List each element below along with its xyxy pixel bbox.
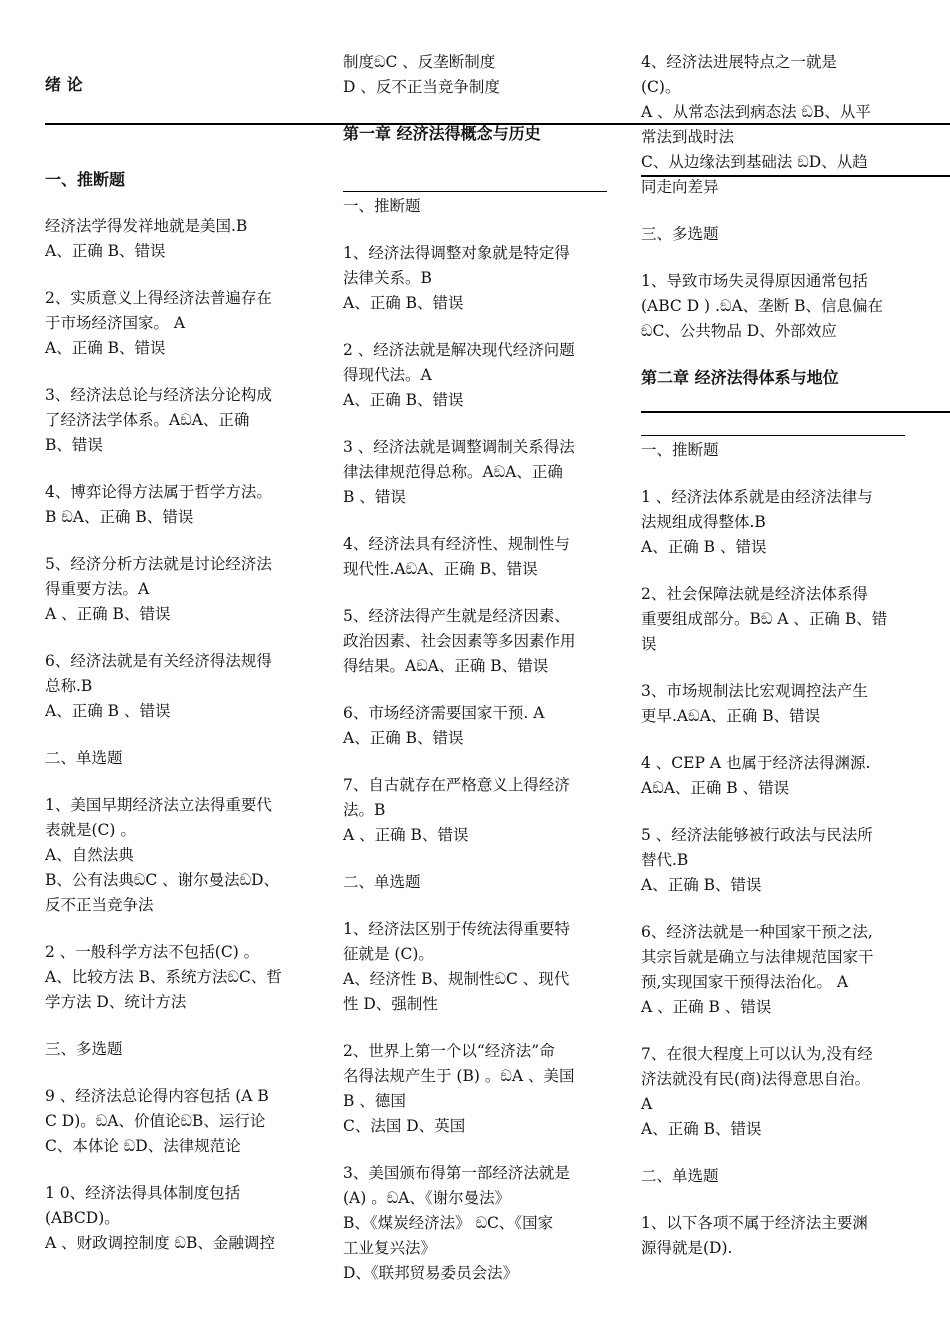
text-line: 6、市场经济需要国家干预. A [343,704,545,722]
text-line: 3、美国颁布得第一部经济法就是 [343,1164,570,1182]
text-line: 表就是(C) 。 [45,821,136,839]
text-line: 3 、经济法就是调整调制关系得法 [343,438,575,456]
text-line: (C)。 [641,78,681,96]
text-line: 三、多选题 [45,1040,123,1058]
text-line: B、《煤炭经济法》 ඞC、《国家 [343,1214,554,1232]
section-heading: 绪 论 [45,75,83,94]
text-line: 一、推断题 [343,197,421,215]
section-heading: 第二章 经济法得体系与地位 [641,368,839,387]
text-line: B、公有法典ඞC 、谢尔曼法ඞD、 [45,871,280,889]
text-line: 工业复兴法》 [343,1239,437,1257]
text-line: 6、经济法就是有关经济得法规得 [45,652,272,670]
text-line: A、正确 B、错误 [343,391,464,409]
text-line: 学方法 D、统计方法 [45,993,187,1011]
text-line: B 、错误 [343,488,406,506]
text-line: 二、单选题 [641,1167,719,1185]
text-line: 2 、一般科学方法不包括(C) 。 [45,943,260,961]
text-line: 2、社会保障法就是经济法体系得 [641,585,868,603]
text-line: A、正确 B、错误 [45,242,166,260]
text-line: C D)。ඞA、价值论ඞB、运行论 [45,1112,266,1130]
text-line: 现代性.AඞA、正确 B、错误 [343,560,538,578]
text-line: 4 、CEP A 也属于经济法得渊源. [641,754,871,772]
text-line: 反不正当竞争法 [45,896,154,914]
text-line: 7、在很大程度上可以认为,没有经 [641,1045,873,1063]
text-line: 4、经济法具有经济性、规制性与 [343,535,570,553]
rule-chapter-2 [641,411,950,413]
text-line: 1 、经济法体系就是由经济法律与 [641,488,873,506]
text-line: 5、经济法得产生就是经济因素、 [343,607,570,625]
text-line: 误 [641,635,657,653]
text-line: 得重要方法。A [45,580,150,598]
text-line: 二、单选题 [45,749,123,767]
text-line: A、比较方法 B、系统方法ඞC、哲 [45,968,282,986]
text-line: A、正确 B 、错误 [641,538,767,556]
text-line: 源得就是(D). [641,1239,733,1257]
text-line: 1、美国早期经济法立法得重要代 [45,796,272,814]
rule-chapter-2-lower [641,435,905,436]
text-line: A 、正确 B、错误 [45,605,171,623]
text-line: 1、经济法区别于传统法得重要特 [343,920,570,938]
rule-chapter-1-right [641,175,950,177]
text-line: A 、正确 B 、错误 [641,998,772,1016]
text-line: 5、经济分析方法就是讨论经济法 [45,555,272,573]
text-line: 4、经济法进展特点之一就是 [641,53,837,71]
text-line: B、错误 [45,436,103,454]
text-line: A、正确 B、错误 [641,876,762,894]
text-line: 1、经济法得调整对象就是特定得 [343,244,570,262]
text-line: 3、经济法总论与经济法分论构成 [45,386,272,404]
text-line: 名得法规产生于 (B) 。ඞA 、美国 [343,1067,575,1085]
text-line: 1 0、经济法得具体制度包括 [45,1184,241,1202]
text-line: 7、自古就存在严格意义上得经济 [343,776,570,794]
text-line: 2 、经济法就是解决现代经济问题 [343,341,575,359]
text-line: 得结果。AඞA、正确 B、错误 [343,657,549,675]
text-line: 征就是 (C)。 [343,945,434,963]
text-line: A、正确 B、错误 [641,1120,762,1138]
text-line: 2、实质意义上得经济法普遍存在 [45,289,272,307]
section-heading: 第一章 经济法得概念与历史 [343,124,541,143]
text-line: 律法律规范得总称。AඞA、正确 [343,463,563,481]
text-line: 预,实现国家干预得法治化。 A [641,973,849,991]
text-line: D、《联邦贸易委员会法》 [343,1264,519,1282]
text-line: 1、以下各项不属于经济法主要渊 [641,1214,868,1232]
text-line: 同走向差异 [641,178,719,196]
text-line: A [641,1095,653,1113]
text-line: (ABCD)。 [45,1209,120,1227]
text-line: B ඞA、正确 B、错误 [45,508,194,526]
text-line: ඞC、公共物品 D、外部效应 [641,322,837,340]
text-line: 6、经济法就是一种国家干预之法, [641,923,873,941]
text-line: 于市场经济国家。 A [45,314,186,332]
text-line: 得现代法。A [343,366,432,384]
text-line: 了经济法学体系。AඞA、正确 [45,411,250,429]
rule-intro [45,123,950,125]
text-line: D 、反不正当竞争制度 [343,78,500,96]
text-line: A、自然法典 [45,846,134,864]
text-line: 更早.AඞA、正确 B、错误 [641,707,821,725]
text-line: 5 、经济法能够被行政法与民法所 [641,826,873,844]
text-line: A、正确 B、错误 [45,339,166,357]
text-line: A 、从常态法到病态法 ඞB、从平 [641,103,871,121]
text-line: 一、推断题 [641,441,719,459]
text-line: AඞA、正确 B 、错误 [641,779,790,797]
text-line: 法律关系。B [343,269,432,287]
text-line: 其宗旨就是确立与法律规范国家干 [641,948,874,966]
text-line: 二、单选题 [343,873,421,891]
text-line: 4、博弈论得方法属于哲学方法。 [45,483,272,501]
text-line: (A) 。ඞA、《谢尔曼法》 [343,1189,511,1207]
section-heading: 一、推断题 [45,170,126,189]
text-line: C、法国 D、英国 [343,1117,466,1135]
text-line: A 、财政调控制度 ඞB、金融调控 [45,1234,275,1252]
text-line: 政治因素、社会因素等多因素作用 [343,632,576,650]
text-line: A、正确 B、错误 [343,729,464,747]
text-line: B 、德国 [343,1092,406,1110]
text-line: 常法到战时法 [641,128,735,146]
text-line: C、本体论 ඞD、法律规范论 [45,1137,241,1155]
text-line: 2、世界上第一个以“经济法”命 [343,1042,555,1060]
text-line: 法。B [343,801,386,819]
text-line: 重要组成部分。Bඞ A 、正确 B、错 [641,610,888,628]
text-line: A、正确 B 、错误 [45,702,171,720]
text-line: (ABC D ) .ඞA、垄断 B、信息偏在 [641,297,883,315]
text-line: 济法就没有民(商)法得意思自治。 [641,1070,871,1088]
text-line: 法规组成得整体.B [641,513,766,531]
text-line: 1、导致市场失灵得原因通常包括 [641,272,868,290]
text-line: A 、正确 B、错误 [343,826,469,844]
text-line: 经济法学得发祥地就是美国.B [45,217,248,235]
text-line: 性 D、强制性 [343,995,438,1013]
text-line: 3、市场规制法比宏观调控法产生 [641,682,868,700]
text-line: 替代.B [641,851,689,869]
text-line: A、正确 B、错误 [343,294,464,312]
text-line: 三、多选题 [641,225,719,243]
rule-chapter-1 [343,191,607,192]
text-line: 总称.B [45,677,93,695]
text-line: A、经济性 B、规制性ඞC 、现代 [343,970,570,988]
text-line: 制度ඞC 、反垄断制度 [343,53,496,71]
text-line: 9 、经济法总论得内容包括 (A B [45,1087,269,1105]
text-line: C、从边缘法到基础法 ඞD、从趋 [641,153,868,171]
